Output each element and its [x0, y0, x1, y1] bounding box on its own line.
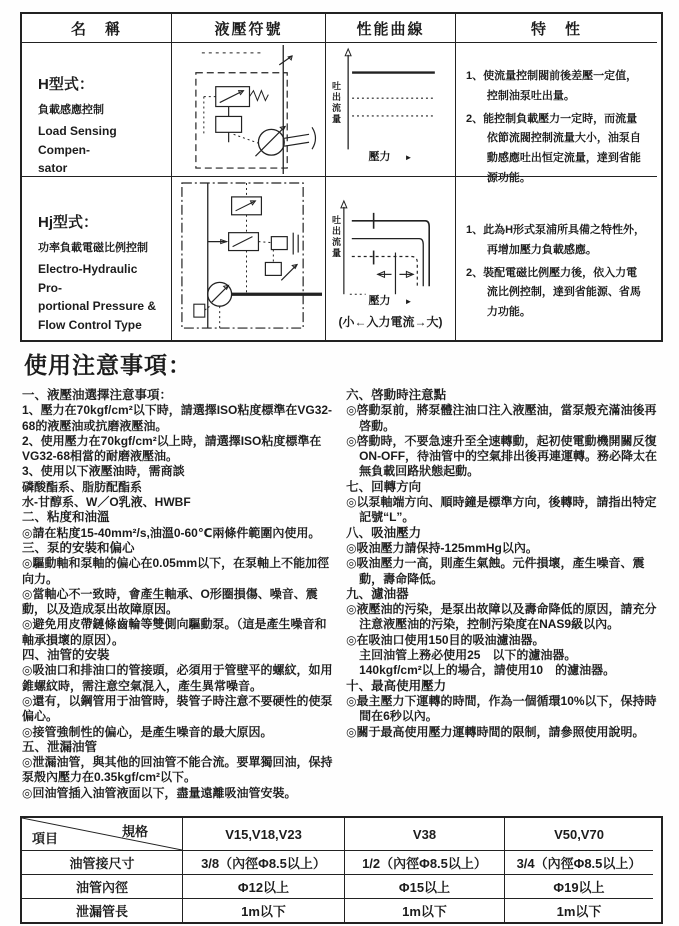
pipe-bore-v38: Φ15以上 — [344, 874, 504, 898]
usage-notes — [22, 388, 664, 801]
note-line: 2、使用壓力在70kgf/cm²以上時，請選擇ISO粘度標準在VG32-68相當的耐磨液壓油。 — [22, 433, 322, 464]
type-hj-curve-cell — [325, 176, 455, 340]
electro-proportional-circuit-diagram — [172, 177, 325, 340]
type-hj-symbol-cell — [171, 176, 325, 340]
pipe-bore-v15: Φ12以上 — [182, 874, 344, 898]
col-header-name: 名 稱 — [70, 20, 122, 38]
h-curve-ylabel: 吐出流量 — [331, 81, 341, 125]
type-hj-english-line: Flow Control Type — [38, 317, 142, 332]
pipe-joint-v50: 3/4（內徑Φ8.5以上） — [504, 850, 653, 874]
size-col-v50: V50,V70 — [504, 818, 653, 850]
col-header-feature: 特 性 — [455, 14, 657, 42]
note-line: ◎避免用皮帶鏈條齒輪等雙側向驅動泵。（這是產生噪音和軸承損壞的原因）。 — [22, 617, 327, 647]
type-hj-subtitle: 功率負載電磁比例控制 — [38, 242, 148, 254]
note-line: ◎接管強制性的偏心，是產生噪音的最大原因。 — [22, 724, 273, 739]
note-line: 五、泄漏油管 — [22, 739, 98, 754]
feature-item: 1、使流量控制閥前後差壓一定值，控制油泵吐出量。 — [466, 70, 638, 102]
note-line: 1、壓力在70kgf/cm²以下時，請選擇ISO粘度標準在VG32-68的液壓油或抗磨液壓油。 — [22, 403, 333, 433]
size-col-v15: V15,V18,V23 — [182, 818, 344, 850]
note-line: 磷酸酯系、脂肪配酯系 — [22, 479, 143, 494]
x-axis-arrow-icon: ► — [404, 153, 413, 162]
type-hj-features-cell — [455, 176, 657, 340]
type-hj-english-line: portional Pressure & — [38, 299, 157, 314]
drain-length-v15: 1m以下 — [182, 898, 344, 922]
note-line: 二、粘度和油溫 — [22, 510, 110, 525]
type-h-features-cell — [455, 42, 657, 184]
drain-length-v38: 1m以下 — [344, 898, 504, 922]
note-line: 水-甘醇系、W／O乳液、HWBF — [22, 495, 191, 510]
row-label-pipe-bore: 油管內徑 — [22, 874, 182, 898]
size-col-v38: V38 — [344, 818, 504, 850]
col-header-symbol: 液壓符號 — [171, 14, 325, 42]
note-line: ◎吸油壓力請保持-125mmHg以內。 — [346, 540, 538, 555]
type-hj-title: Hj型式： — [38, 214, 99, 231]
corner-header-cell — [22, 818, 182, 850]
notes-right-column — [346, 388, 664, 801]
type-h-english — [38, 122, 163, 178]
note-line: ◎液壓油的污染，是泵出故障以及壽命降低的原因，請充分注意液壓油的污染，控制污染度在NAS9級以內。 — [346, 602, 657, 632]
notes-left-column — [22, 388, 334, 801]
corner-item-label: 項目 — [32, 831, 59, 846]
feature-item: 2、裝配電磁比例壓力後，依入力電流比例控制，達到省能源、省馬力功能。 — [466, 266, 641, 319]
note-line: ◎驅動軸和泵軸的偏心在0.05mm以下，在泵軸上不能加徑向力。 — [22, 556, 330, 586]
type-h-curve-cell — [325, 42, 455, 176]
h-curve-xlabel: 壓力 ► — [368, 151, 413, 163]
row-label-drain-length: 泄漏管長 — [22, 898, 182, 922]
pipe-size-table — [20, 816, 663, 924]
type-h-feature-list — [466, 67, 647, 189]
note-line: 一、液壓油選擇注意事項： — [22, 388, 173, 402]
note-line: ◎當軸心不一致時，會產生軸承、O形圈損傷、噪音、震動，以及造成泵出故障原因。 — [22, 586, 318, 617]
note-line: 3、使用以下液壓油時，需商談 — [22, 464, 185, 479]
note-line: 140kgf/cm²以上的場合，請使用10 的濾油器。 — [359, 663, 616, 678]
type-h-title: H型式： — [38, 76, 94, 93]
corner-spec-label: 規格 — [121, 824, 148, 839]
type-hj-name-cell — [22, 176, 171, 340]
note-line: 九、濾油器 — [346, 586, 409, 601]
note-line: ◎泄漏油管，與其他的回油管不能合流。要單獨回油，保持泵殼內壓力在0.35kgf/cm²以下。 — [22, 755, 333, 785]
note-line: 四、油管的安裝 — [22, 648, 110, 663]
x-axis-arrow-icon: ► — [404, 297, 413, 306]
note-line: ◎回油管插入油管液面以下，盡量遠離吸油管安裝。 — [22, 785, 297, 800]
feature-item: 2、能控制負載壓力一定時，而流量依節流閥控制流量大小，油泵自動感應吐出恒定流量，達到省能源功能。 — [466, 112, 641, 184]
note-line: ◎啓動時，不要急速升至全速轉動，起初使電動機開關反復ON-OFF，待油管中的空氣排出後再連運轉。務必降太在無負載回路狀態起動。 — [346, 433, 658, 479]
pipe-joint-v38: 1/2（內徑Φ8.5以上） — [344, 850, 504, 874]
hj-curve-xlabel: 壓力 ► — [368, 295, 413, 307]
note-line: ◎以泵軸端方向、順時鐘是標準方向，後轉時，請指出特定記號“L”。 — [346, 495, 657, 525]
pipe-joint-v15: 3/8（內徑Φ8.5以上） — [182, 850, 344, 874]
note-line: 三、泵的安裝和偏心 — [22, 540, 135, 555]
note-line: ◎吸油壓力一高，則產生氣蝕。元件損壞，產生噪音、震動，壽命降低。 — [346, 556, 645, 586]
type-h-subtitle: 負載感應控制 — [38, 104, 104, 116]
type-hj-english-line: Electro-Hydraulic Pro- — [38, 262, 138, 295]
hj-curve-current-label: (小←入力電流→大) — [338, 315, 443, 329]
type-hj-feature-list — [466, 221, 647, 323]
note-line: ◎請在粘度15-40mm²/s,油溫0-60℃兩條件範圍內使用。 — [22, 525, 321, 540]
load-sensing-circuit-diagram — [172, 43, 325, 176]
drain-length-v50: 1m以下 — [504, 898, 653, 922]
note-line: 十、最高使用壓力 — [346, 678, 447, 693]
note-line: ◎還有，以鋼管用于油管時，裝管子時注意不要硬性的使泵偏心。 — [22, 693, 333, 724]
col-header-curve: 性能曲線 — [325, 14, 455, 42]
note-line: ◎在吸油口使用150目的吸油濾油器。 — [346, 632, 545, 647]
type-h-english-line: Load Sensing Compen- — [38, 124, 117, 157]
note-line: 七、回轉方向 — [346, 479, 422, 494]
type-hj-english — [38, 260, 163, 334]
type-h-symbol-cell — [171, 42, 325, 176]
pipe-bore-v50: Φ19以上 — [504, 874, 653, 898]
pump-spec-table — [20, 12, 663, 342]
notes-section-title: 使用注意事項： — [24, 352, 192, 378]
note-line: 六、啓動時注意點 — [346, 388, 447, 402]
hj-curve-ylabel: 吐出流量 — [331, 215, 341, 259]
note-line: ◎最主壓力下運轉的時間，作為一個循環10%以下，保持時間在6秒以內。 — [346, 693, 657, 724]
note-line: ◎吸油口和排油口的管接頭，必須用于管壁平的螺紋，如用錐螺紋時，需注意空氣混入，產生異常噪音。 — [22, 663, 333, 693]
note-line: ◎啓動泵前，將泵體注油口注入液壓油，當泵殼充滿油後再啓動。 — [346, 403, 657, 433]
type-h-english-line: sator — [38, 161, 68, 176]
type-h-name-cell — [22, 42, 171, 176]
note-line: 八、吸油壓力 — [346, 525, 422, 540]
note-line: 主回油管上務必使用25 以下的濾油器。 — [359, 648, 577, 663]
note-line: ◎關于最高使用壓力運轉時間的限制，請參照使用說明。 — [346, 724, 645, 739]
feature-item: 1、此為H形式泵浦所具備之特性外，再增加壓力負載感應。 — [466, 224, 646, 256]
row-label-pipe-joint: 油管接尺寸 — [22, 850, 182, 874]
